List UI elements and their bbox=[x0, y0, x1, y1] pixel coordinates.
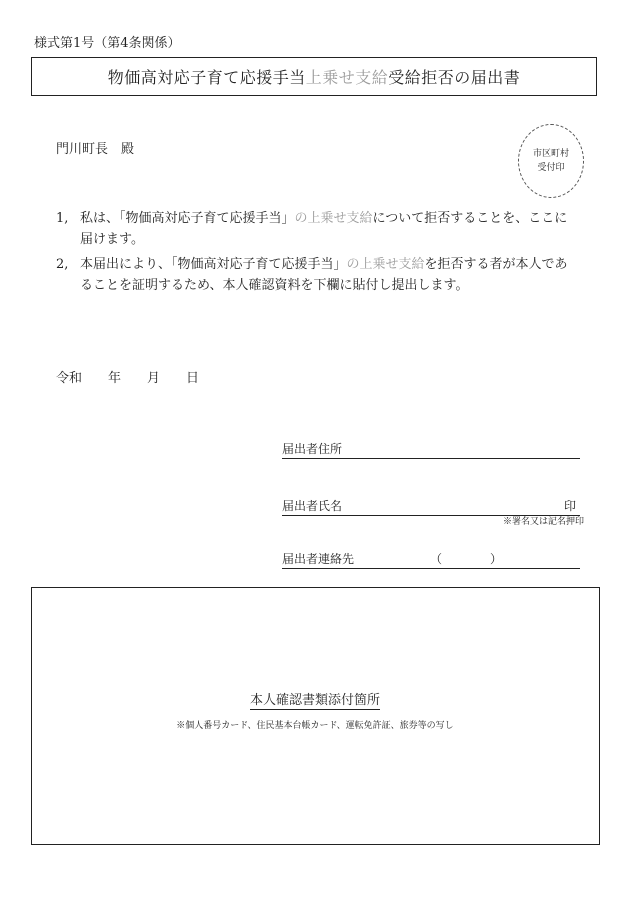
contact-paren: （ ） bbox=[430, 552, 503, 566]
item-text: 本届出により、「物価高対応子育て応援手当」 bbox=[80, 257, 347, 272]
reception-stamp-area bbox=[518, 124, 584, 198]
title-part-supplement: 上乗せ支給 bbox=[305, 68, 389, 87]
attachment-note: ※個人番号カード、住民基本台帳カード、運転免許証、旅券等の写し bbox=[176, 721, 454, 731]
item-text-end: について拒否することを、ここに届けます。 bbox=[80, 211, 568, 247]
item-text: 私は、「物価高対応子育て応援手当」 bbox=[80, 211, 295, 226]
item-text-highlight: の上乗せ支給 bbox=[346, 257, 425, 272]
name-label: 届出者氏名 bbox=[282, 499, 343, 513]
form-number: 様式第1号（第4条関係） bbox=[34, 36, 181, 51]
statement-item-1 bbox=[56, 208, 568, 250]
address-label: 届出者住所 bbox=[282, 442, 343, 456]
item-text-highlight: の上乗せ支給 bbox=[294, 211, 373, 226]
sign-note: ※署名又は記名押印 bbox=[503, 517, 585, 527]
statement-item-2 bbox=[56, 254, 568, 296]
stamp-line-1: 市区町村 bbox=[532, 149, 569, 159]
document-title bbox=[31, 57, 597, 96]
title-part-end: 受給拒否の届出書 bbox=[388, 68, 521, 87]
attachment-area bbox=[31, 587, 600, 845]
applicant-contact-field[interactable] bbox=[282, 550, 580, 569]
item-text-end: を拒否する者が本人であることを証明するため、本人確認資料を下欄に貼付し提出します。 bbox=[80, 257, 568, 293]
item-number: 1, bbox=[56, 211, 69, 226]
date-line: 令和 年 月 日 bbox=[56, 371, 200, 386]
item-body bbox=[56, 208, 568, 250]
contact-label: 届出者連絡先 bbox=[282, 552, 355, 566]
item-number: 2, bbox=[56, 257, 69, 272]
attachment-title-text: 本人確認書類添付箇所 bbox=[249, 693, 380, 708]
applicant-address-field[interactable] bbox=[282, 440, 580, 459]
seal-mark: 印 bbox=[563, 499, 576, 513]
stamp-line-2: 受付印 bbox=[537, 163, 565, 173]
item-body bbox=[56, 254, 568, 296]
attachment-title bbox=[0, 689, 630, 708]
title-part-main: 物価高対応子育て応援手当 bbox=[107, 68, 306, 87]
addressee: 門川町長 殿 bbox=[56, 142, 135, 157]
